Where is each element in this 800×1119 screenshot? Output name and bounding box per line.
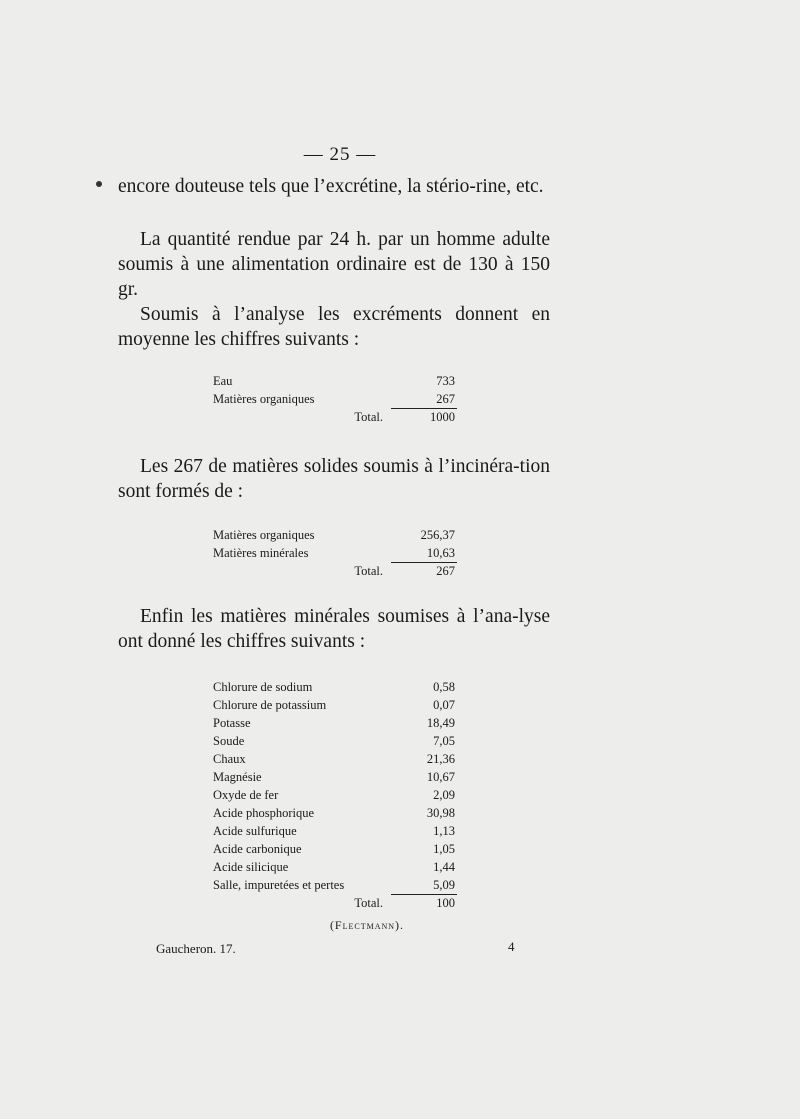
row-value: 267 [436,392,455,406]
citation: (Flectmann). [329,918,405,932]
row-label: Chlorure de potassium [213,698,327,712]
printer-signature: Gaucheron. 17. [156,941,236,956]
row-label: Oxyde de fer [213,788,279,802]
sheet-signature: 4 [508,939,515,954]
row-label: Chaux [213,752,246,766]
paragraph-continuation: encore douteuse tels que l’excrétine, la stério-rine, etc. [118,176,544,197]
table-row [213,858,463,876]
table-row [213,678,463,696]
table-row [213,804,463,822]
table-row [213,390,463,408]
total-label: Total. [354,410,383,424]
paragraph-mineral-intro: Enfin les matières minérales soumises à l’ana-lyse ont donné les chiffres suivants : [118,606,550,652]
paragraph-quantity: La quantité rendue par 24 h. par un homme adulte soumis à une alimentation ordinaire est de 130 à 150 gr. [118,229,550,300]
row-value: 1,44 [433,860,455,874]
row-value: 0,58 [433,680,455,694]
table-excrement-composition [213,372,463,426]
total-row [213,894,463,912]
table-mineral-composition [213,678,463,912]
ink-dot [96,181,102,187]
paragraph-incineration: Les 267 de matières solides soumis à l’incinéra-tion sont formés de : [118,456,550,502]
table-row [213,372,463,390]
total-value: 1000 [430,410,455,424]
row-value: 10,67 [426,770,455,784]
table-row [213,750,463,768]
row-value: 7,05 [433,734,455,748]
total-label: Total. [354,896,383,910]
total-row [213,562,463,580]
row-value: 733 [436,374,455,388]
row-label: Chlorure de sodium [213,680,313,694]
row-value: 1,13 [433,824,455,838]
row-label: Potasse [213,716,251,730]
row-label: Soude [213,734,245,748]
row-label: Matières minérales [213,546,309,560]
table-row [213,876,463,894]
paragraph-analysis-intro: Soumis à l’analyse les excréments donnent en moyenne les chiffres suivants : [118,304,550,350]
table-row [213,768,463,786]
row-label: Eau [213,374,233,388]
row-label: Acide phosphorique [213,806,315,820]
row-value: 256,37 [420,528,455,542]
row-value: 10,63 [426,546,455,560]
row-value: 5,09 [433,878,455,892]
row-label: Salle, impuretées et pertes [213,878,345,892]
table-row [213,786,463,804]
total-value: 267 [436,564,455,578]
table-row [213,526,463,544]
table-row [213,544,463,562]
table-solid-matter [213,526,463,580]
row-value: 2,09 [433,788,455,802]
row-value: 1,05 [433,842,455,856]
table-row [213,732,463,750]
row-value: 0,07 [433,698,455,712]
row-label: Acide sulfurique [213,824,297,838]
row-label: Matières organiques [213,392,315,406]
table-row [213,822,463,840]
page-number: — 25 — [303,144,377,165]
row-label: Acide carbonique [213,842,302,856]
row-label: Acide silicique [213,860,289,874]
total-value: 100 [436,896,455,910]
row-label: Matières organiques [213,528,315,542]
row-value: 30,98 [426,806,455,820]
row-value: 21,36 [426,752,455,766]
table-row [213,696,463,714]
row-label: Magnésie [213,770,262,784]
total-row [213,408,463,426]
table-row [213,714,463,732]
total-label: Total. [354,564,383,578]
row-value: 18,49 [426,716,455,730]
table-row [213,840,463,858]
